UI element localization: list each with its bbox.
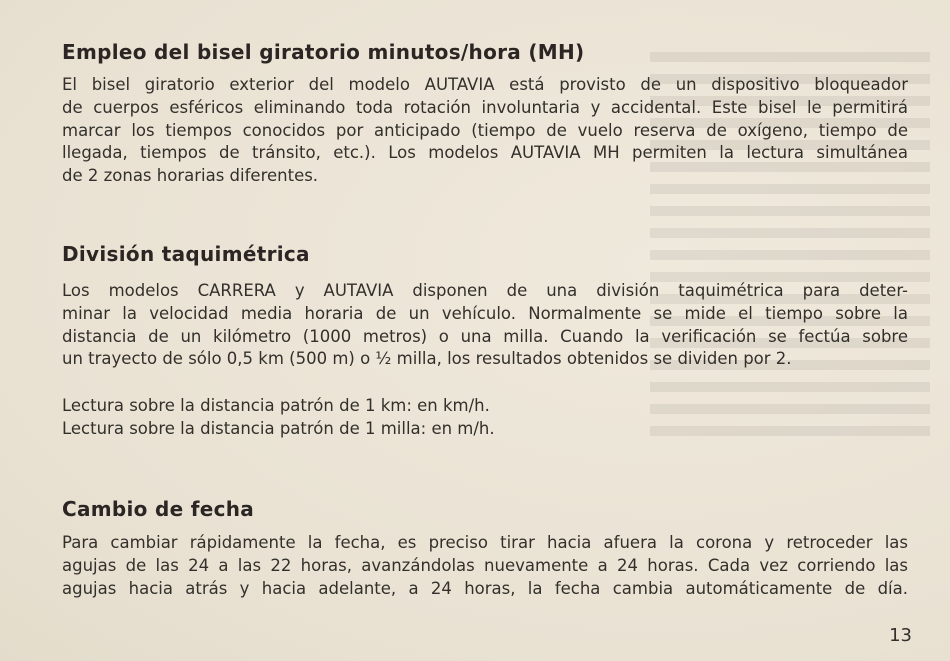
body-line: de cuerpos esféricos eliminando toda rotación involuntaria y accidental. Este bisel le permitirá [62,97,908,117]
section-body-taquimetrica [62,280,908,371]
body-line: minar la velocidad media horaria de un vehículo. Normalmente se mide el tiempo sobre la [62,303,908,323]
section-title-taquimetrica: División taquimétrica [62,242,310,266]
body-line: marcar los tiempos conocidos por anticipado (tiempo de vuelo reserva de oxígeno, tiempo de [62,120,908,140]
body-line: llegada, tiempos de tránsito, etc.). Los modelos AUTAVIA MH permiten la lectura simultánea [62,143,908,163]
body-line: El bisel giratorio exterior del modelo AUTAVIA está provisto de un dispositivo bloqueador [62,75,908,94]
body-line: Lectura sobre la distancia patrón de 1 milla: en m/h. [62,418,495,438]
body-line: distancia de un kilómetro (1000 metros) o una milla. Cuando la verificación se fectúa sobre [62,326,908,346]
body-line: de 2 zonas horarias diferentes. [62,166,319,186]
body-line: Lectura sobre la distancia patrón de 1 km: en km/h. [62,396,490,415]
section-body-bisel [62,74,908,188]
body-line: agujas hacia atrás y hacia adelante, a 24 horas, la fecha cambia automáticamente de día. [62,578,908,598]
body-line: agujas de las 24 a las 22 horas, avanzándolas nuevamente a 24 horas. Cada vez corriendo las [62,555,908,575]
body-line: un trayecto de sólo 0,5 km (500 m) o ½ milla, los resultados obtenidos se dividen por 2. [62,349,792,369]
section-body-fecha [62,532,908,600]
section-title-fecha: Cambio de fecha [62,497,255,521]
section-body-taquimetrica-readings [62,395,908,441]
body-line: Los modelos CARRERA y AUTAVIA disponen de una división taquimétrica para deter- [62,281,908,300]
section-title-bisel: Empleo del bisel giratorio minutos/hora (MH) [62,40,585,64]
page-number: 13 [889,625,912,646]
body-line: Para cambiar rápidamente la fecha, es preciso tirar hacia afuera la corona y retroceder las [62,533,908,552]
